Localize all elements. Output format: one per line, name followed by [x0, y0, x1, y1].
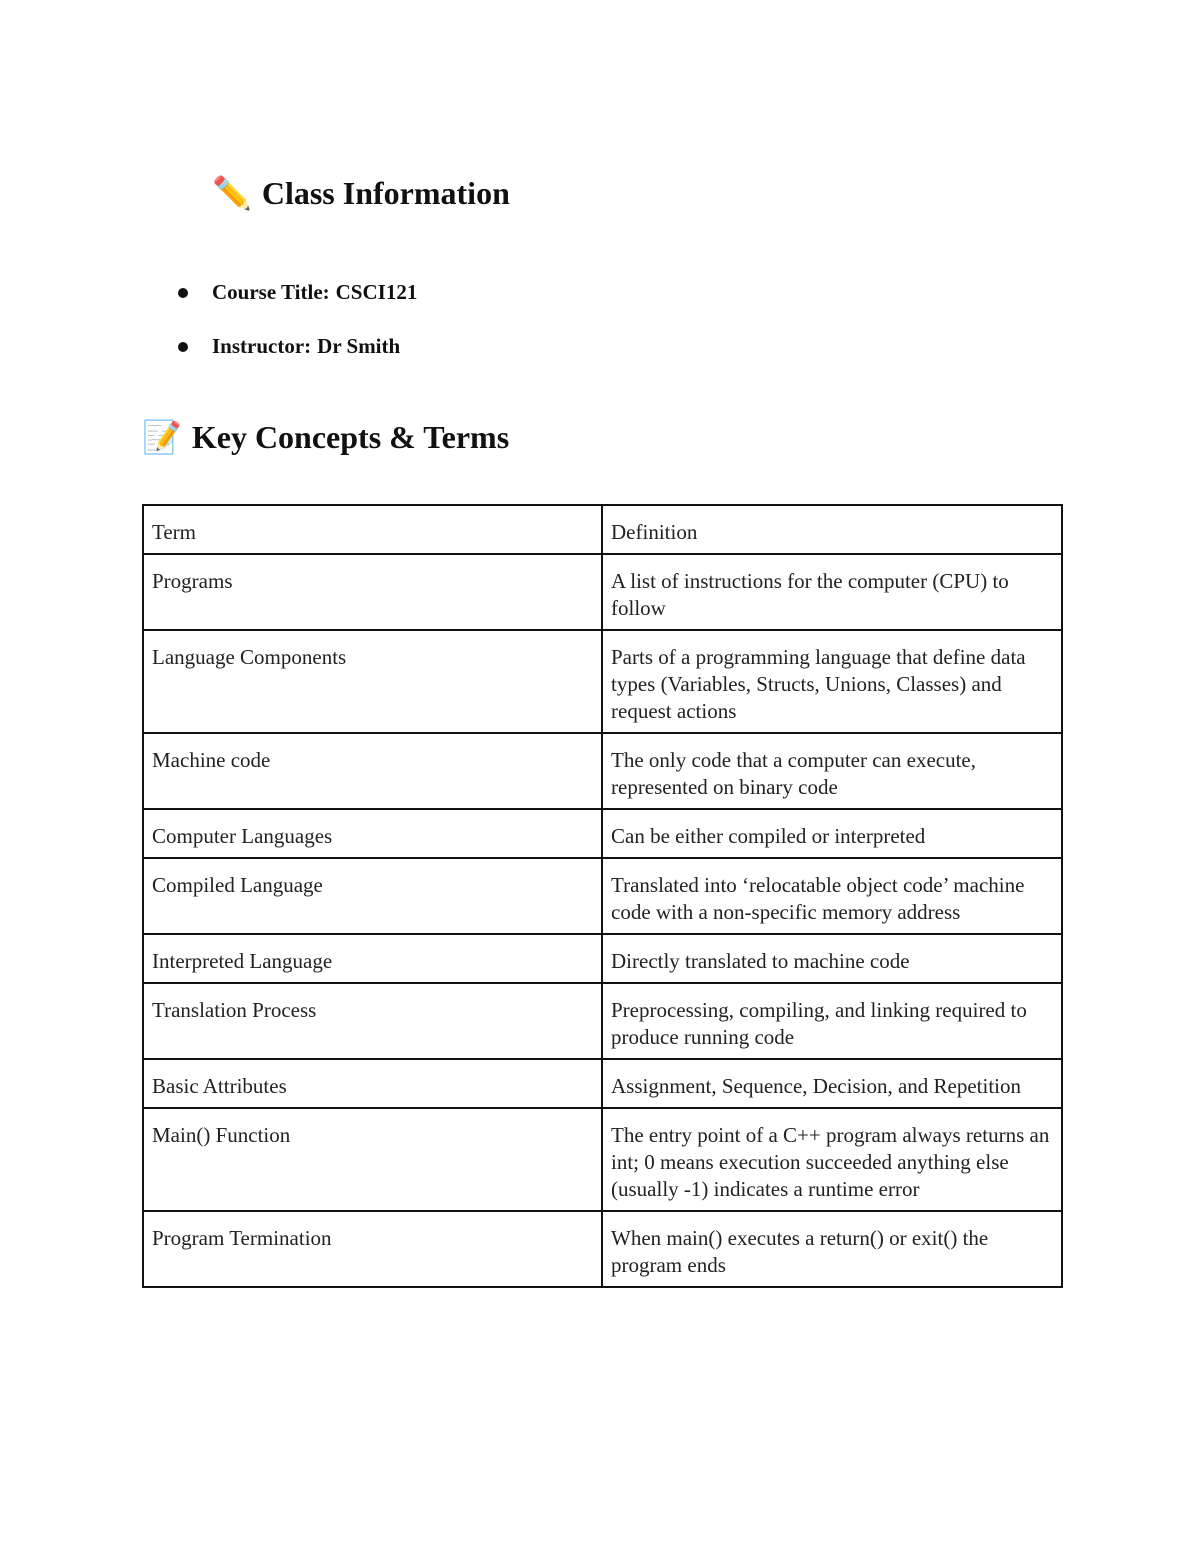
table-row — [143, 934, 1062, 983]
definition-cell: A list of instructions for the computer (CPU) to follow — [602, 554, 1062, 630]
class-information-title: Class Information — [261, 174, 510, 211]
table-row — [143, 983, 1062, 1059]
class-information-heading — [212, 174, 510, 212]
term-cell: Computer Languages — [143, 809, 602, 858]
term-cell: Machine code — [143, 733, 602, 809]
column-header-term: Term — [143, 505, 602, 554]
course-title-label: Course Title: — [212, 280, 330, 304]
table-row — [143, 858, 1062, 934]
column-header-definition: Definition — [602, 505, 1062, 554]
table-row — [143, 554, 1062, 630]
bullet-icon — [178, 288, 188, 298]
course-title-value: CSCI121 — [335, 280, 418, 304]
term-cell: Language Components — [143, 630, 602, 733]
definition-cell: Preprocessing, compiling, and linking required to produce running code — [602, 983, 1062, 1059]
table-row — [143, 809, 1062, 858]
terms-table — [142, 504, 1063, 1288]
definition-cell: Translated into ‘relocatable object code’ machine code with a non-specific memory address — [602, 858, 1062, 934]
table-row — [143, 1108, 1062, 1211]
term-cell: Translation Process — [143, 983, 602, 1059]
table-row — [143, 1211, 1062, 1287]
key-concepts-heading — [142, 418, 509, 456]
bullet-icon — [178, 342, 188, 352]
instructor-value: Dr Smith — [317, 334, 401, 358]
term-cell: Programs — [143, 554, 602, 630]
term-cell: Main() Function — [143, 1108, 602, 1211]
definition-cell: Directly translated to machine code — [602, 934, 1062, 983]
table-header-row — [143, 505, 1062, 554]
term-cell: Program Termination — [143, 1211, 602, 1287]
definition-cell: The only code that a computer can execute, represented on binary code — [602, 733, 1062, 809]
table-row — [143, 630, 1062, 733]
definition-cell: Assignment, Sequence, Decision, and Repetition — [602, 1059, 1062, 1108]
list-item-course-title — [178, 278, 417, 332]
key-concepts-title: Key Concepts & Terms — [191, 418, 510, 455]
pencil-icon: ✏️ — [212, 175, 252, 211]
instructor-label: Instructor: — [212, 334, 312, 358]
term-cell: Basic Attributes — [143, 1059, 602, 1108]
table-row — [143, 733, 1062, 809]
definition-cell: Parts of a programming language that define data types (Variables, Structs, Unions, Classes) and request actions — [602, 630, 1062, 733]
term-cell: Compiled Language — [143, 858, 602, 934]
definition-cell: Can be either compiled or interpreted — [602, 809, 1062, 858]
memo-icon: 📝 — [142, 419, 182, 455]
list-item-instructor — [178, 332, 417, 386]
definition-cell: The entry point of a C++ program always returns an int; 0 means execution succeeded anything else (usually -1) indicates a runtime error — [602, 1108, 1062, 1211]
definition-cell: When main() executes a return() or exit() the program ends — [602, 1211, 1062, 1287]
table-row — [143, 1059, 1062, 1108]
class-info-list — [178, 278, 417, 386]
term-cell: Interpreted Language — [143, 934, 602, 983]
